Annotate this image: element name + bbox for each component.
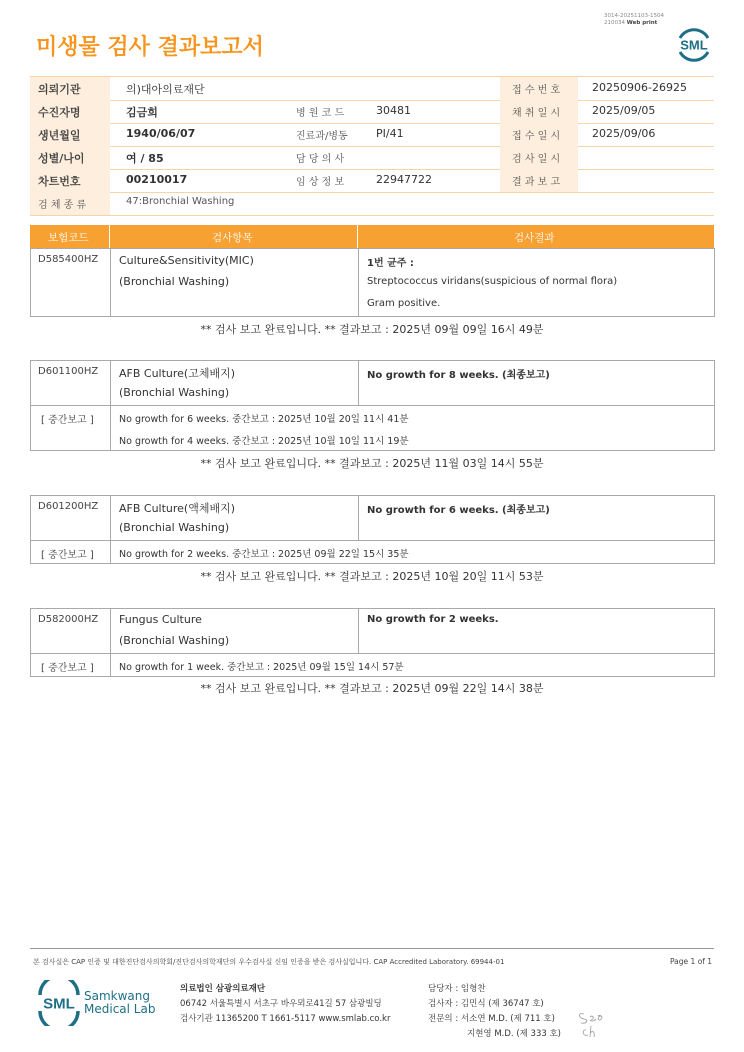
document-id-line1: 3014-20251103-1504 [604,13,664,19]
result-item: AFB Culture(액체배지) [119,502,236,515]
receipt-no-label: 접 수 번 호 [512,85,561,96]
results-header [30,225,714,248]
result-item: Fungus Culture [119,613,202,626]
dept-value: PI/41 [376,127,404,140]
header-item: 검사항목 [212,232,253,244]
result-block [30,608,715,677]
staff-info [428,982,561,1042]
dept-label: 진료과/병동 [296,131,348,142]
corp-contact: 검사기관 11365200 T 1661-5117 www.smlab.co.kr [180,1014,391,1024]
header-result: 검사결과 [514,232,555,244]
clinical-info-label: 임 상 정 보 [296,177,345,188]
result-specimen: (Bronchial Washing) [119,634,230,647]
result-line: No growth for 6 weeks. (최종보고) [367,505,550,516]
name-label: 수진자명 [38,106,81,119]
requester-label: 의뢰기관 [38,83,81,96]
result-block [30,248,715,317]
result-block [30,360,715,451]
interim-label: [ 중간보고 ] [41,663,94,674]
interim-report: No growth for 1 week. 중간보고 : 2025년 09월 15일 14시 57분 [119,662,404,673]
completion-notice: ** 검사 보고 완료입니다. ** 결과보고 : 2025년 09월 22일 14시 38분 [200,682,544,695]
page-number: Page 1 of 1 [670,957,713,966]
hospital-code-label: 병 원 코 드 [296,108,345,119]
result-specimen: (Bronchial Washing) [119,275,230,288]
header-code: 보험코드 [48,232,89,244]
clinical-info-value: 22947722 [376,173,432,186]
result-item: AFB Culture(고체배지) [119,367,236,380]
chart-no-value: 00210017 [126,173,188,186]
staff-examiner: 검사자 : 김민식 (제 36747 호) [428,999,544,1009]
interim-label: [ 중간보고 ] [41,550,94,561]
corporate-info [180,982,390,1027]
receipt-no-value: 20250906-26925 [592,81,687,94]
staff-specialist: 전문의 : 서소연 M.D. (제 711 호) [428,1014,555,1024]
brand-line2: Medical Lab [84,1002,156,1016]
result-code: D601200HZ [38,501,99,512]
chart-no-label: 차트번호 [38,175,81,188]
corp-name: 의료법인 삼광의료재단 [180,984,266,994]
result-line: Streptococcus viridans(suspicious of normal flora) [367,276,618,287]
document-id-line2: 210034 [604,20,625,26]
result-line: 1번 균주 : [367,258,414,269]
staff-specialist: 지현영 M.D. (제 333 호) [467,1029,562,1039]
report-title: 미생물 검사 결과보고서 [36,35,264,60]
specimen-label: 검 체 종 류 [38,200,87,211]
requester-value: 의)대아의료재단 [126,83,205,96]
receipt-date-value: 2025/09/06 [592,127,656,140]
samkwang-logo-icon [36,980,82,1030]
dob-label: 생년월일 [38,129,81,142]
interim-report: No growth for 2 weeks. 중간보고 : 2025년 09월 22일 15시 35분 [119,549,409,560]
sex-age-label: 성별/나이 [38,152,85,165]
completion-notice: ** 검사 보고 완료입니다. ** 결과보고 : 2025년 11월 03일 14시 55분 [200,457,544,470]
completion-notice: ** 검사 보고 완료입니다. ** 결과보고 : 2025년 09월 09일 16시 49분 [200,323,544,336]
sex-age-value: 여 / 85 [126,152,164,165]
hospital-code-value: 30481 [376,104,411,117]
result-code: D601100HZ [38,366,99,377]
result-line: No growth for 8 weeks. (최종보고) [367,370,550,381]
result-block [30,495,715,564]
result-code: D582000HZ [38,614,99,625]
doctor-label: 담 당 의 사 [296,154,345,165]
svg-text:SML: SML [43,995,75,1013]
signature-icon [576,1008,610,1044]
brand-line1: Samkwang [84,989,150,1003]
corp-address: 06742 서울특별시 서초구 바우뫼로41길 57 삼광빌딩 [180,999,382,1009]
test-date-label: 검 사 일 시 [512,154,561,165]
staff-manager: 담당자 : 임형찬 [428,984,486,994]
collect-date-value: 2025/09/05 [592,104,656,117]
interim-report: No growth for 4 weeks. 중간보고 : 2025년 10월 10일 11시 19분 [119,436,409,447]
dob-value: 1940/06/07 [126,127,196,140]
completion-notice: ** 검사 보고 완료입니다. ** 결과보고 : 2025년 10월 20일 11시 53분 [200,570,544,583]
result-specimen: (Bronchial Washing) [119,521,230,534]
interim-report: No growth for 6 weeks. 중간보고 : 2025년 10월 20일 11시 41분 [119,414,409,425]
svg-text:SML: SML [680,37,708,53]
web-print-label: Web print [626,20,658,26]
collect-date-label: 채 취 일 시 [512,108,561,119]
receipt-date-label: 접 수 일 시 [512,131,561,142]
result-line: No growth for 2 weeks. [367,614,499,625]
specimen-value: 47:Bronchial Washing [126,196,235,207]
brand-name [84,990,155,1016]
result-item: Culture&Sensitivity(MIC) [119,254,254,267]
name-value: 김금희 [126,106,158,119]
result-line: Gram positive. [367,298,441,309]
interim-label: [ 중간보고 ] [41,415,94,426]
sml-logo-icon [674,24,714,68]
certification-text: 본 검사실은 CAP 인증 및 대한진단검사의학회/진단검사의학재단의 우수검사실 신임 인증을 받은 검사실입니다. CAP Accredited Laboratory. 69944-01 [33,958,505,966]
result-code: D585400HZ [38,254,99,265]
result-specimen: (Bronchial Washing) [119,386,230,399]
footer-divider [30,948,714,949]
document-id [604,13,664,27]
report-label: 결 과 보 고 [512,177,561,188]
